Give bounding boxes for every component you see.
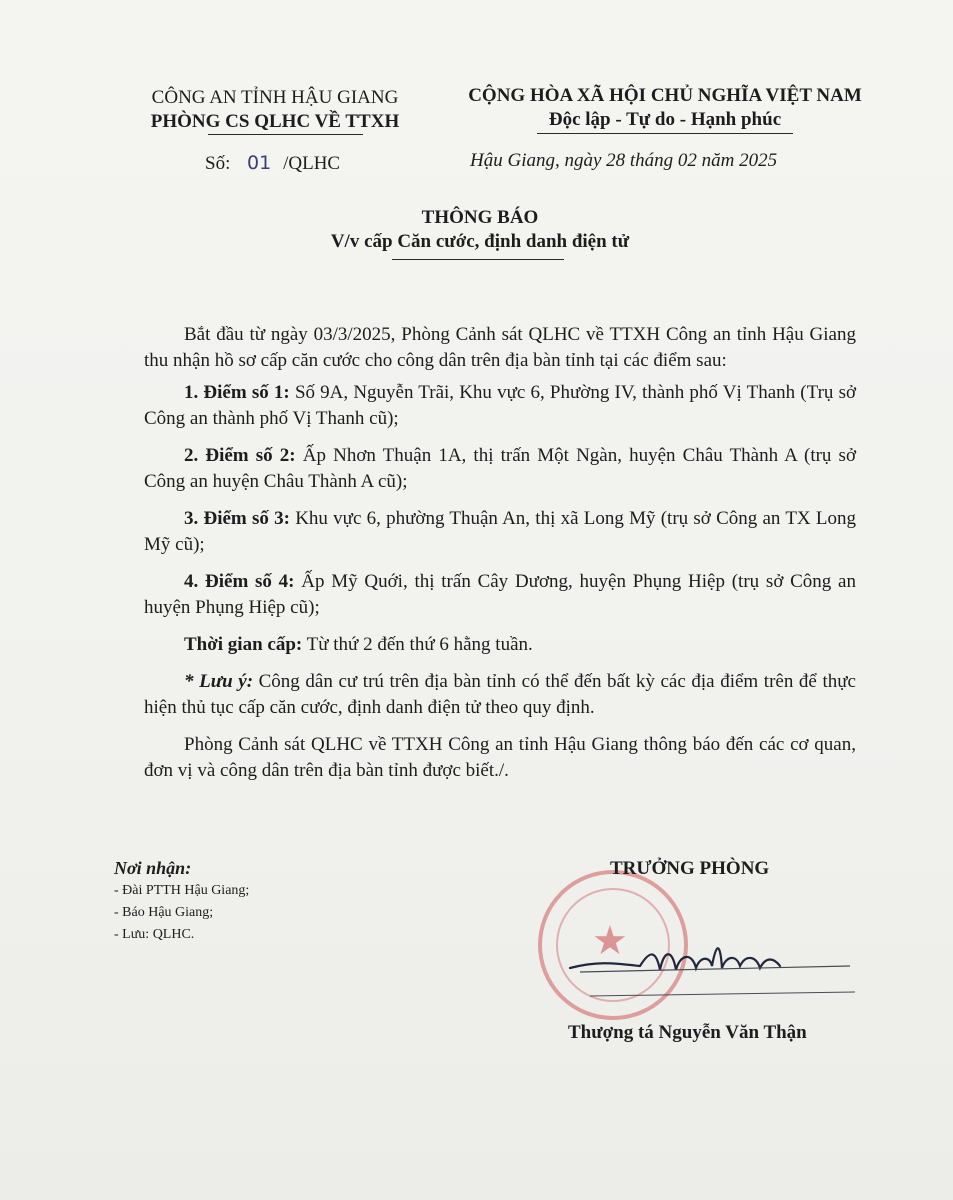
number-prefix: Số: bbox=[205, 153, 231, 174]
number-suffix: /QLHC bbox=[283, 153, 341, 174]
recipient-item: - Đài PTTH Hậu Giang; bbox=[114, 883, 250, 898]
point-1-label: 1. Điểm số 1: bbox=[184, 382, 290, 403]
handwritten-signature bbox=[560, 920, 860, 1010]
point-4 bbox=[144, 569, 856, 621]
nation-block bbox=[440, 84, 890, 132]
intro-paragraph: Bắt đầu từ ngày 03/3/2025, Phòng Cảnh sát QLHC về TTXH Công an tỉnh Hậu Giang thu nhận hồ sơ cấp căn cước cho công dân trên địa bàn tỉnh tại các điểm sau: bbox=[144, 324, 856, 371]
agency-underline bbox=[208, 134, 363, 135]
nation-line1: CỘNG HÒA XÃ HỘI CHỦ NGHĨA VIỆT NAM bbox=[468, 85, 862, 106]
signer-title: TRƯỞNG PHÒNG bbox=[610, 858, 770, 879]
point-3 bbox=[144, 506, 856, 558]
recipient-item: - Báo Hậu Giang; bbox=[114, 905, 214, 920]
title-underline bbox=[392, 259, 564, 260]
nation-line2: Độc lập - Tự do - Hạnh phúc bbox=[548, 109, 782, 130]
point-1 bbox=[144, 380, 856, 432]
note-label: * Lưu ý: bbox=[184, 671, 254, 692]
number-value: 01 bbox=[247, 152, 272, 174]
point-2-text: Ấp Nhơn Thuận 1A, thị trấn Một Ngàn, huyện Châu Thành A (trụ sở Công an huyện Châu Thành A cũ); bbox=[144, 445, 856, 492]
note-text: Công dân cư trú trên địa bàn tỉnh có thể đến bất kỳ các địa điểm trên để thực hiện thủ tục cấp căn cước, định danh điện tử theo quy định. bbox=[144, 671, 856, 718]
body bbox=[144, 322, 856, 795]
time-text: Từ thứ 2 đến thứ 6 hằng tuần. bbox=[302, 634, 533, 655]
point-3-label: 3. Điểm số 3: bbox=[184, 508, 290, 529]
point-1-text: Số 9A, Nguyễn Trãi, Khu vực 6, Phường IV, thành phố Vị Thanh (Trụ sở Công an thành phố Vị Thanh cũ); bbox=[144, 382, 857, 429]
motto-underline bbox=[537, 133, 793, 134]
point-4-text: Ấp Mỹ Quới, thị trấn Cây Dương, huyện Phụng Hiệp (trụ sở Công an huyện Phụng Hiệp cũ); bbox=[144, 571, 856, 618]
time-label: Thời gian cấp: bbox=[184, 634, 303, 655]
note-paragraph bbox=[144, 669, 856, 721]
agency-line2: PHÒNG CS QLHC VỀ TTXH bbox=[150, 111, 400, 132]
closing-paragraph: Phòng Cảnh sát QLHC về TTXH Công an tỉnh Hậu Giang thông báo đến các cơ quan, đơn vị và công dân trên địa bàn tỉnh được biết./. bbox=[144, 734, 856, 781]
title-main: THÔNG BÁO bbox=[421, 207, 539, 228]
recipients bbox=[114, 856, 414, 946]
point-4-label: 4. Điểm số 4: bbox=[184, 571, 295, 592]
title-subject: V/v cấp Căn cước, định danh điện tử bbox=[330, 231, 630, 252]
recipient-item: - Lưu: QLHC. bbox=[114, 927, 195, 942]
signer-name: Thượng tá Nguyễn Văn Thận bbox=[568, 1022, 807, 1043]
agency-line1: CÔNG AN TỈNH HẬU GIANG bbox=[151, 87, 399, 108]
agency-block bbox=[120, 86, 430, 134]
seal-star-icon: ★ bbox=[592, 918, 628, 964]
recipients-heading: Nơi nhận: bbox=[114, 858, 192, 878]
point-3-text: Khu vực 6, phường Thuận An, thị xã Long Mỹ (trụ sở Công an TX Long Mỹ cũ); bbox=[144, 508, 856, 555]
document-number bbox=[205, 152, 340, 175]
point-2-label: 2. Điểm số 2: bbox=[184, 445, 296, 466]
place-date: Hậu Giang, ngày 28 tháng 02 năm 2025 bbox=[470, 150, 778, 171]
document-title bbox=[240, 206, 720, 254]
point-2 bbox=[144, 443, 856, 495]
time-paragraph bbox=[144, 632, 856, 658]
